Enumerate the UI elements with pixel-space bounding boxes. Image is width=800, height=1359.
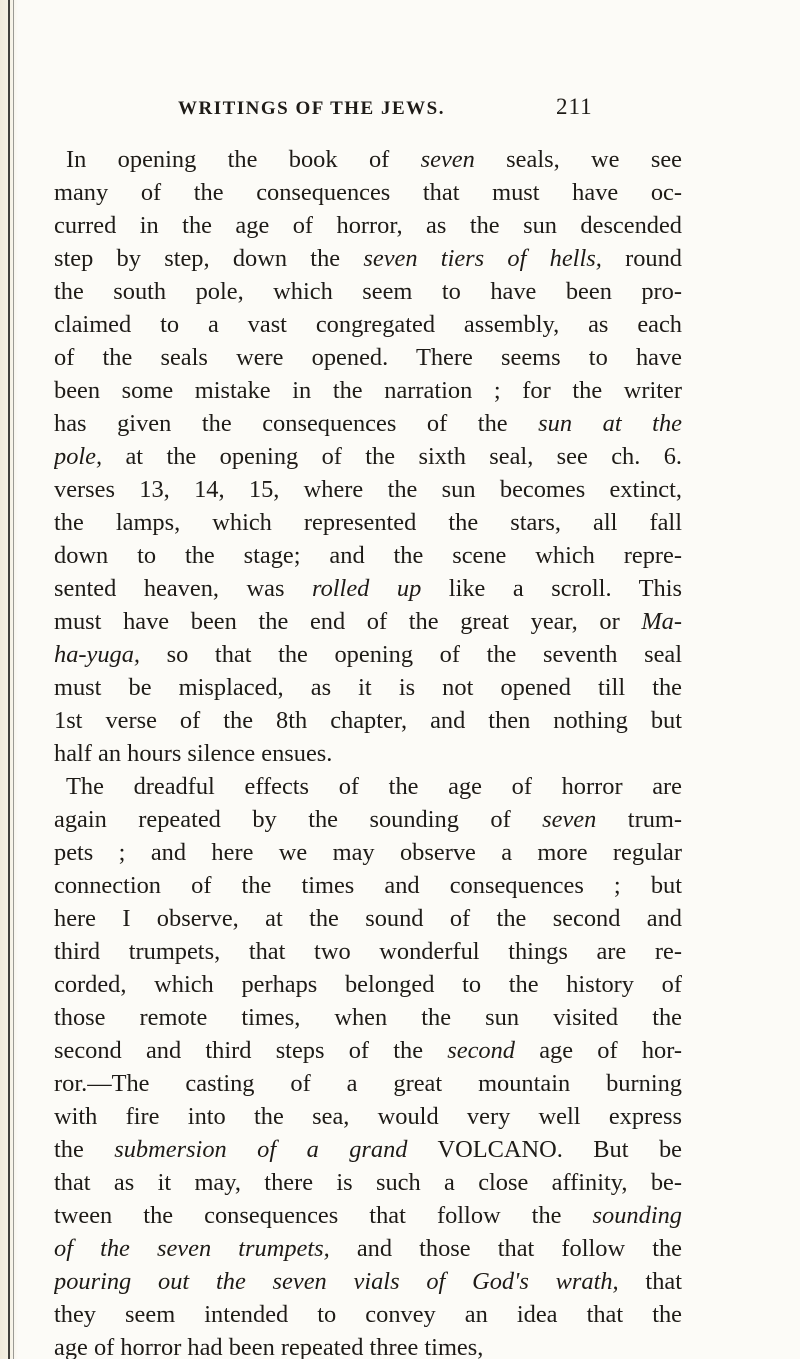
text-run: and those that follow the — [329, 1235, 682, 1262]
text-line — [54, 341, 682, 374]
text-line — [54, 1100, 682, 1133]
text-run: claimed to a vast congregated assembly, as each — [54, 311, 682, 338]
text-line — [54, 638, 682, 671]
text-line — [54, 704, 682, 737]
italic-text: seven tiers of hells, — [363, 245, 602, 272]
italic-text: sounding — [592, 1202, 682, 1229]
text-run: In opening the book of — [66, 146, 421, 173]
italic-text: Ma- — [641, 608, 682, 635]
text-run: must have been the end of the great year, or — [54, 608, 642, 635]
text-run: corded, which perhaps belonged to the history of — [54, 971, 682, 998]
text-run: has given the consequences of the — [54, 410, 539, 437]
text-run: trum- — [596, 806, 682, 833]
text-line — [54, 1067, 682, 1100]
text-run: round — [601, 245, 682, 272]
italic-text: second — [447, 1037, 515, 1064]
text-line — [54, 1232, 682, 1265]
text-run: VOLCANO. But be — [407, 1136, 682, 1163]
text-run: age of hor- — [515, 1037, 682, 1064]
text-line — [54, 1298, 682, 1331]
text-line — [54, 275, 682, 308]
text-line — [54, 440, 682, 473]
text-run: sented heaven, was — [54, 575, 312, 602]
text-run: ror.—The casting of a great mountain burning — [54, 1070, 682, 1097]
text-run: those remote times, when the sun visited the — [54, 1004, 682, 1031]
text-run: that — [618, 1268, 682, 1295]
text-run: of the seals were opened. There seems to have — [54, 344, 682, 371]
text-line — [54, 143, 682, 176]
text-line — [54, 308, 682, 341]
text-line — [54, 869, 682, 902]
text-line — [54, 374, 682, 407]
text-line — [54, 407, 682, 440]
text-line — [54, 803, 682, 836]
text-line — [54, 1199, 682, 1232]
binding-edge-line — [8, 0, 10, 1359]
text-line — [54, 1265, 682, 1298]
text-run: like a scroll. This — [421, 575, 682, 602]
text-run: been some mistake in the narration ; for the writer — [54, 377, 682, 404]
text-run: curred in the age of horror, as the sun descended — [54, 212, 682, 239]
text-line — [54, 1034, 682, 1067]
binding-gutter — [0, 0, 18, 1359]
text-run: pets ; and here we may observe a more regular — [54, 839, 682, 866]
text-line — [54, 1331, 682, 1359]
text-line — [54, 671, 682, 704]
text-run: second and third steps of the — [54, 1037, 448, 1064]
text-line — [54, 473, 682, 506]
text-line — [54, 770, 682, 803]
running-head: WRITINGS OF THE JEWS. — [178, 98, 445, 119]
text-run: connection of the times and consequences ; but — [54, 872, 682, 899]
text-run: here I observe, at the sound of the second and — [54, 905, 682, 932]
text-line — [54, 1133, 682, 1166]
text-run: step by step, down the — [54, 245, 364, 272]
italic-text: pole, — [54, 443, 103, 470]
text-run: again repeated by the sounding of — [54, 806, 543, 833]
text-run: The dreadful effects of the age of horror are — [66, 773, 682, 800]
text-run: at the opening of the sixth seal, see ch. 6. — [102, 443, 682, 470]
text-run: 1st verse of the 8th chapter, and then nothing but — [54, 707, 682, 734]
text-run: the south pole, which seem to have been pro- — [54, 278, 682, 305]
text-line — [54, 1001, 682, 1034]
binding-edge-line-inner — [13, 0, 14, 1359]
body-text — [54, 143, 682, 1359]
text-run: with fire into the sea, would very well express — [54, 1103, 682, 1130]
italic-text: seven — [542, 806, 597, 833]
italic-text: submersion of a grand — [114, 1136, 408, 1163]
text-run: must be misplaced, as it is not opened till the — [54, 674, 682, 701]
text-line — [54, 242, 682, 275]
text-line — [54, 539, 682, 572]
text-line — [54, 836, 682, 869]
page-number: 211 — [556, 94, 593, 119]
text-line — [54, 968, 682, 1001]
text-run: verses 13, 14, 15, where the sun becomes extinct, — [54, 476, 682, 503]
italic-text: sun at the — [538, 410, 682, 437]
text-line — [54, 902, 682, 935]
text-run: so that the opening of the seventh seal — [140, 641, 682, 668]
text-line — [54, 176, 682, 209]
text-line — [54, 209, 682, 242]
text-run: third trumpets, that two wonderful things are re- — [54, 938, 682, 965]
italic-text: of the seven trumpets, — [54, 1235, 330, 1262]
text-run: age of horror had been repeated three times, — [54, 1334, 484, 1359]
text-line — [54, 737, 682, 770]
italic-text: ha-yuga, — [54, 641, 141, 668]
text-line — [54, 506, 682, 539]
text-run: down to the stage; and the scene which repre- — [54, 542, 682, 569]
text-run: they seem intended to convey an idea that the — [54, 1301, 682, 1328]
text-line — [54, 572, 682, 605]
page-header — [0, 88, 800, 128]
text-line — [54, 605, 682, 638]
text-run: many of the consequences that must have oc- — [54, 179, 682, 206]
text-line — [54, 935, 682, 968]
text-run: that as it may, there is such a close affinity, be- — [54, 1169, 682, 1196]
text-line — [54, 1166, 682, 1199]
italic-text: rolled up — [312, 575, 422, 602]
text-run: tween the consequences that follow the — [54, 1202, 593, 1229]
text-run: half an hours silence ensues. — [54, 740, 333, 767]
text-run: seals, we see — [474, 146, 682, 173]
text-run: the — [54, 1136, 115, 1163]
italic-text: pouring out the seven vials of God's wrath, — [54, 1268, 619, 1295]
text-run: the lamps, which represented the stars, all fall — [54, 509, 682, 536]
italic-text: seven — [420, 146, 475, 173]
